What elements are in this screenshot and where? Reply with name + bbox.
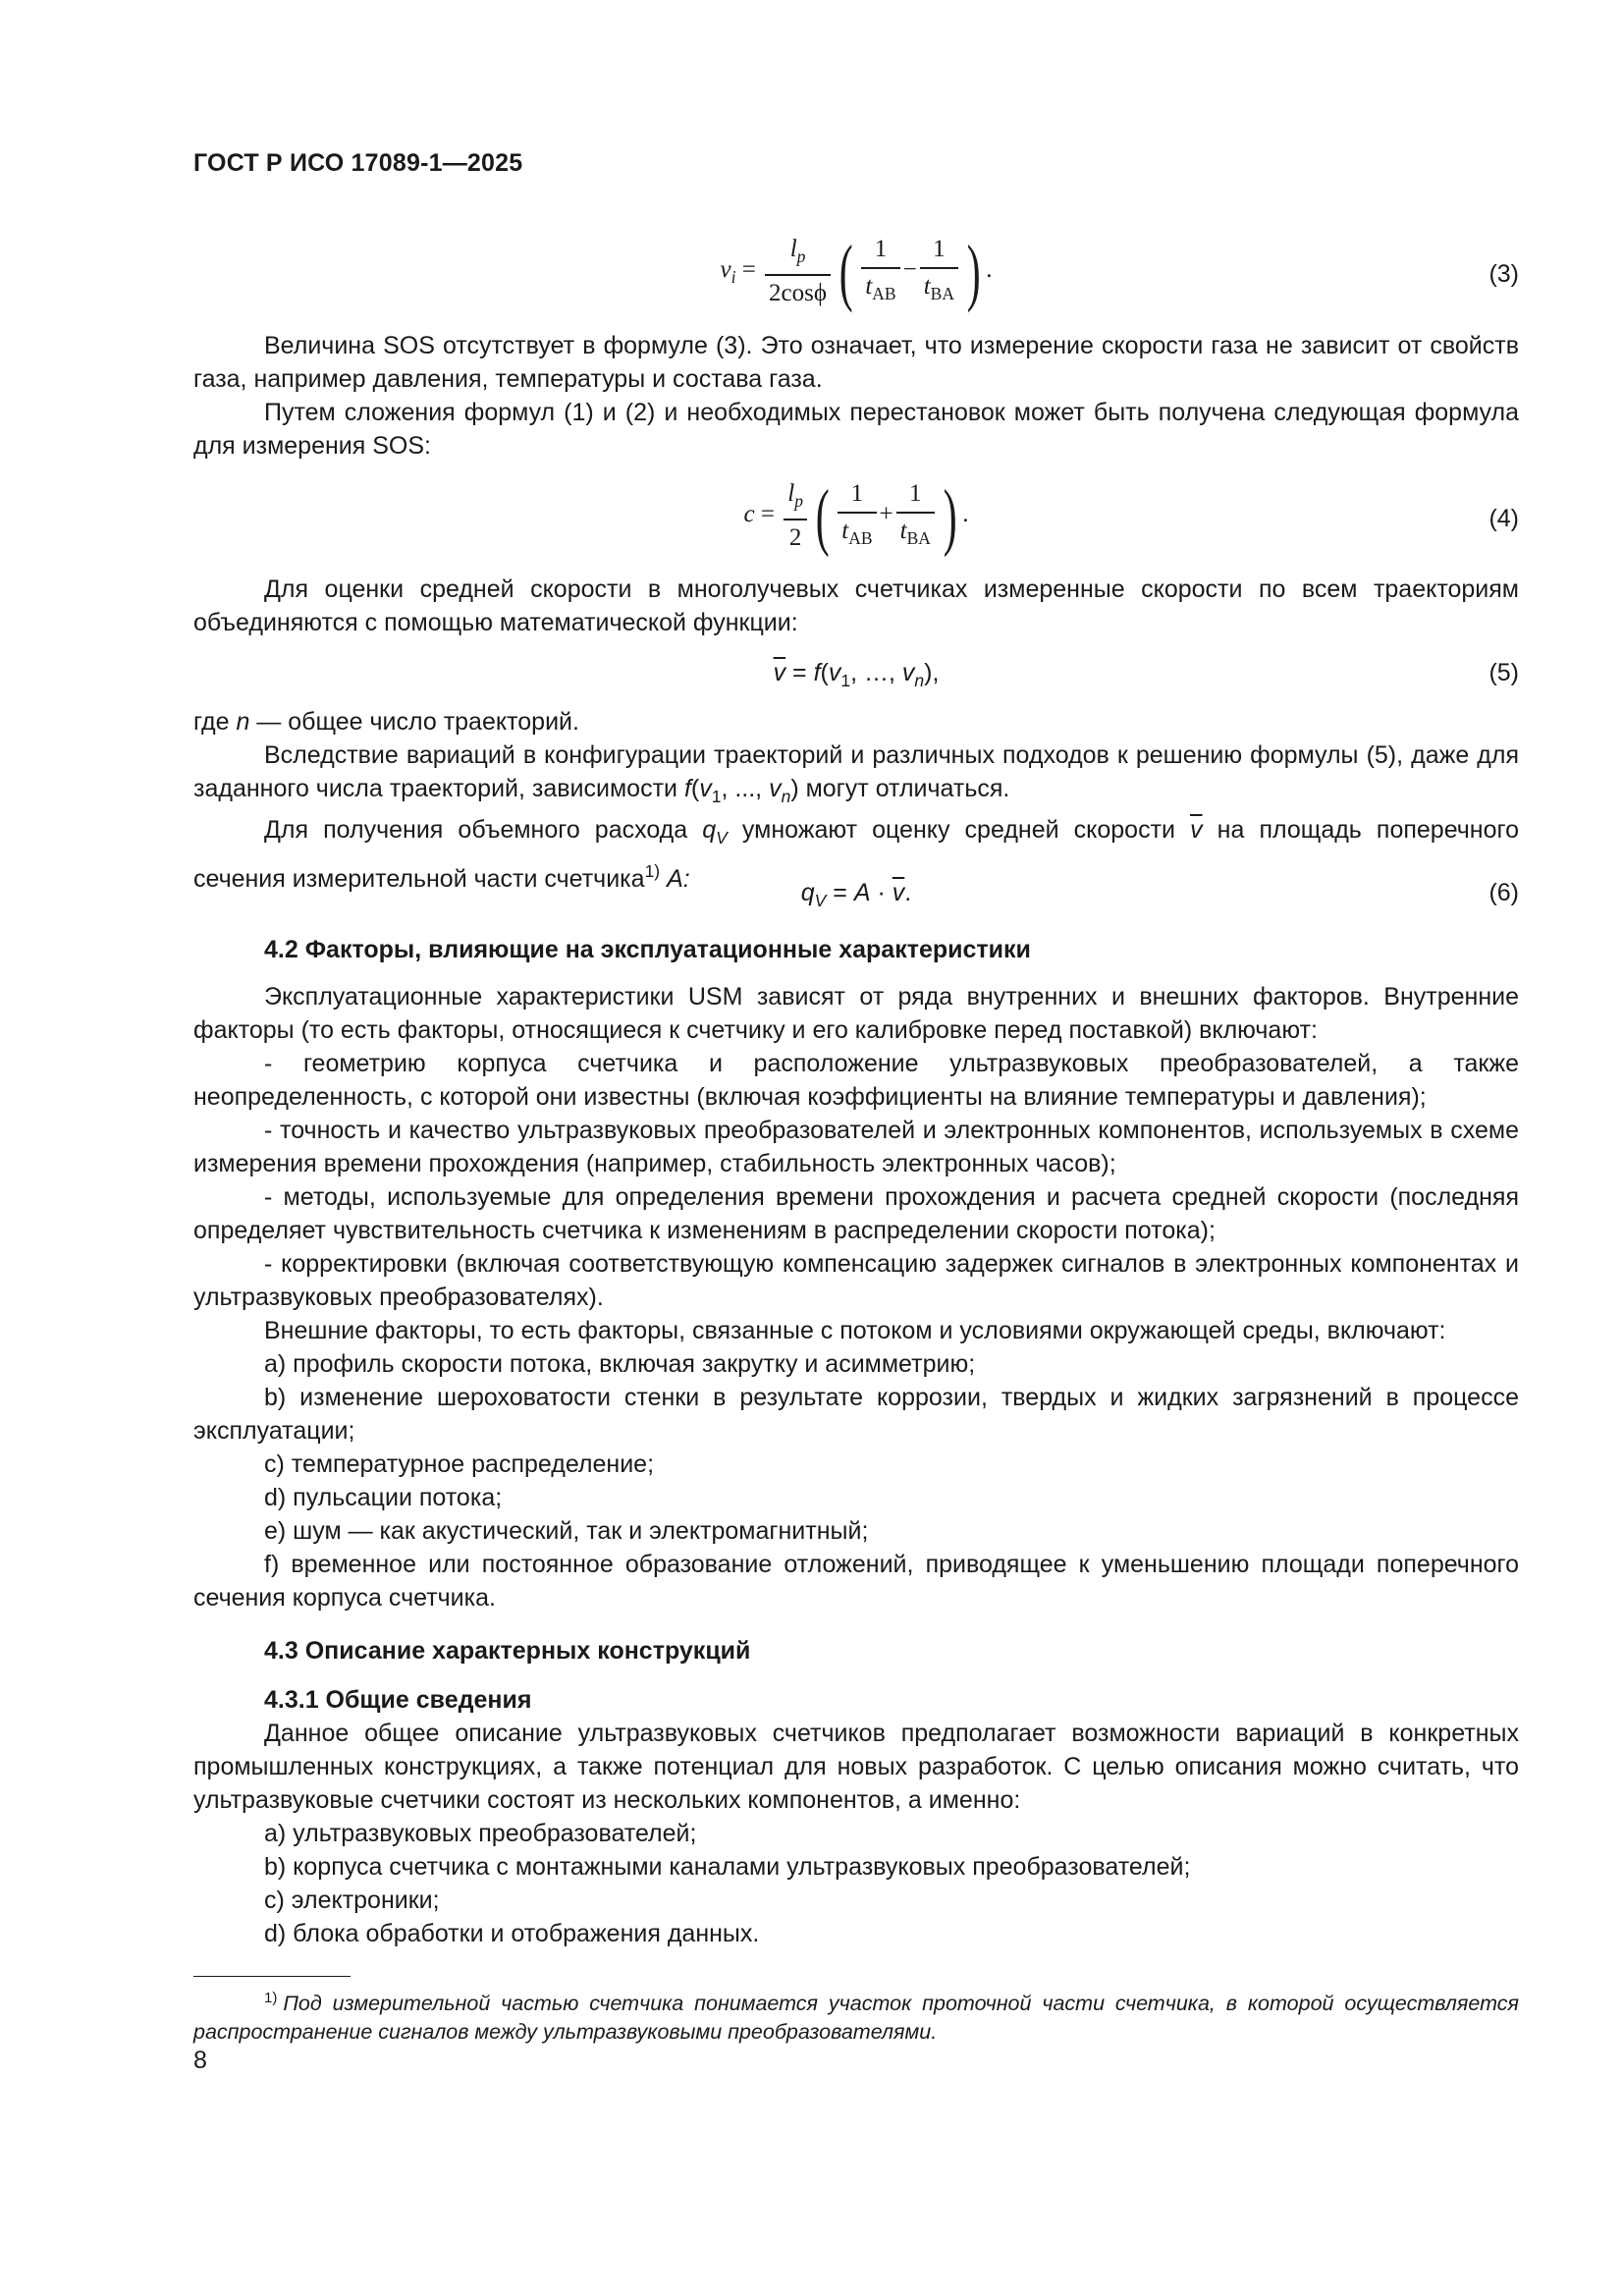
formula-4 [193,476,1519,561]
section-4-3-1-title: 4.3.1 Общие сведения [264,1686,532,1714]
paragraph-mean-velocity: Для оценки средней скорости в многолучевых счетчиках измеренные скорости по всем траекториям объединяются с помощью математической функции: [193,575,1519,636]
section-4-2 [193,933,1519,1614]
paragraph-volume-flow: Для получения объемного расхода $q_V$ умножают оценку средней скорости $\overline{v}$ на площадь поперечного сечения измерительной части счетчика$^{1)}$ A: [193,816,1519,893]
body-text-block-1 [193,329,1519,463]
external-factor-item: d) пульсации потока; [264,1484,503,1511]
formula-3-expression: $v_i$ = $\frac{l_p}{2\cos\phi}$ ( $\frac{1}{t_{AB}}$ − $\frac{1}{t_{BA}}$ ) . [720,230,993,313]
footnote-mark: 1) [264,1990,278,2006]
internal-factor-item: - точность и качество ультразвуковых преобразователей и электронных компонентов, используемых в схеме измерения времени прохождения (например, стабильность электронных часов); [193,1117,1519,1177]
section-4-3-1-intro: Данное общее описание ультразвуковых счетчиков предполагает возможности вариаций в конкретных промышленных конструкциях, а также потенциал для новых разработок. С целью описания можно считать, что ультразвуковые счетчики состоят из нескольких компонентов, а именно: [193,1720,1519,1814]
section-4-3 [193,1634,1519,1950]
formula-6-block [193,876,1519,909]
paragraph-sos-absent: Величина SOS отсутствует в формуле (3). Это означает, что измерение скорости газа не зависит от свойств газа, например давления, температуры и состава газа. [193,332,1519,393]
component-item: b) корпуса счетчика с монтажными каналами ультразвуковых преобразователей; [264,1853,1191,1881]
footnote-separator [193,1976,351,1977]
paragraph-variations: Вследствие вариаций в конфигурации траекторий и различных подходов к решению формулы (5), даже для заданного числа траекторий, зависимости $f(v_1$, ..., $v_n$) могут отличаться. [193,741,1519,806]
external-factor-item: f) временное или постоянное образование отложений, приводящее к уменьшению площади поперечного сечения корпуса счетчика. [193,1551,1519,1612]
standard-header: ГОСТ Р ИСО 17089-1—2025 [193,149,523,177]
formula-5-expression: $\overline{v} = f(v_1$, …, $v_n$), [773,659,940,690]
internal-factor-item: - методы, используемые для определения времени прохождения и расчета средней скорости (последняя определяет чувствительность счетчика к изменениям в распределении скорости потока); [193,1183,1519,1244]
formula-6-number: (6) [1488,879,1519,906]
body-text-block-3 [193,705,1519,896]
formula-5-number: (5) [1488,659,1519,686]
formula-6 [193,876,1519,909]
formula-4-expression: c = $\frac{l_p}{2}$ ( $\frac{1}{t_{AB}}$ + $\frac{1}{t_{BA}}$ ) . [743,474,969,558]
page-number: 8 [193,2047,207,2074]
external-factors-intro: Внешние факторы, то есть факторы, связанные с потоком и условиями окружающей среды, включают: [264,1317,1446,1344]
section-4-3-title: 4.3 Описание характерных конструкций [264,1637,751,1665]
component-item: a) ультразвуковых преобразователей; [264,1820,697,1847]
footnote [193,1984,1519,2047]
component-item: c) электроники; [264,1886,440,1914]
formula-4-number: (4) [1488,505,1519,532]
external-factor-item: e) шум — как акустический, так и электромагнитный; [264,1517,869,1545]
internal-factor-item: - корректировки (включая соответствующую компенсацию задержек сигналов в электронных компонентах и ультразвуковых преобразователях). [193,1250,1519,1311]
external-factor-item: b) изменение шероховатости стенки в результате коррозии, твердых и жидких загрязнений в процессе эксплуатации; [193,1384,1519,1445]
formula-5 [193,656,1519,689]
paragraph-sos-formula-intro: Путем сложения формул (1) и (2) и необходимых перестановок может быть получена следующая формула для измерения SOS: [193,399,1519,460]
external-factor-item: c) температурное распределение; [264,1450,655,1478]
formula-4-block [193,476,1519,561]
footnote-text: Под измерительной частью счетчика понимается участок проточной части счетчика, в которой осуществляется распространение сигналов между ультразвуковыми преобразователями. [193,1992,1519,2044]
section-4-2-intro: Эксплуатационные характеристики USM зависят от ряда внутренних и внешних факторов. Внутренние факторы (то есть факторы, относящиеся к счетчику и его калибровке перед поставкой) включают: [193,983,1519,1044]
body-text-block-2 [193,573,1519,639]
section-4-2-title: 4.2 Факторы, влияющие на эксплуатационные характеристики [264,936,1031,963]
footnote-ref: 1) [644,861,661,881]
formula-3-number: (3) [1488,260,1519,288]
component-item: d) блока обработки и отображения данных. [264,1920,760,1947]
formula-3 [193,232,1519,316]
paragraph-where-n: где n — общее число траекторий. [193,708,579,736]
external-factor-item: a) профиль скорости потока, включая закрутку и асимметрию; [264,1350,976,1378]
formula-6-expression: $q_V = A \cdot \overline{v}$. [800,879,912,910]
formula-3-block [193,232,1519,316]
formula-5-block [193,656,1519,689]
internal-factor-item: - геометрию корпуса счетчика и расположение ультразвуковых преобразователей, а также неопределенность, с которой они известны (включая коэффициенты на влияние температуры и давления); [193,1050,1519,1111]
